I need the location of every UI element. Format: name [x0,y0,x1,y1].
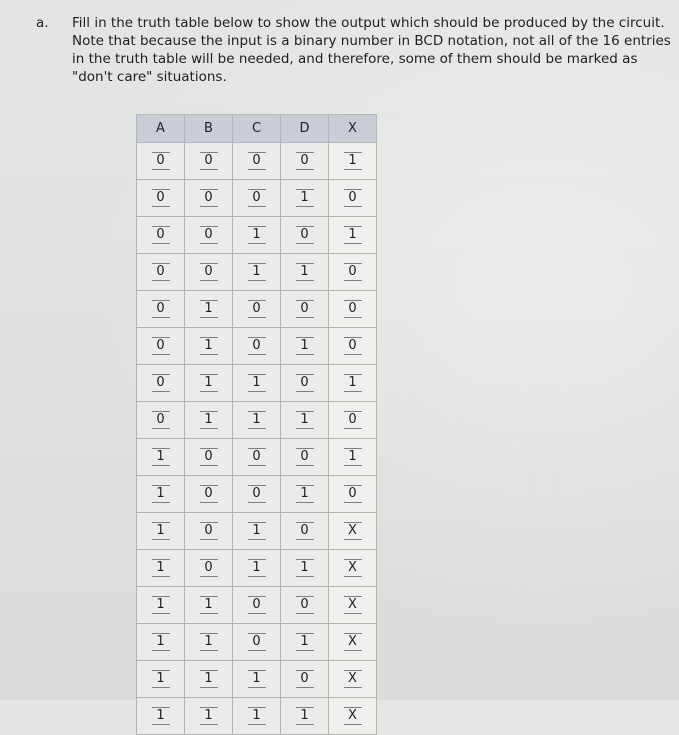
table-cell-c[interactable] [233,587,281,624]
table-cell-x[interactable] [329,328,377,365]
table-cell-d[interactable] [281,291,329,328]
table-cell-d[interactable] [281,143,329,180]
cell-value: 1 [200,633,218,651]
table-row [137,217,377,254]
cell-value: 1 [296,707,314,725]
table-cell-d[interactable] [281,180,329,217]
table-cell-a[interactable] [137,439,185,476]
table-cell-b[interactable] [185,254,233,291]
cell-value: 0 [152,152,170,170]
table-cell-x[interactable] [329,217,377,254]
cell-value: 1 [152,596,170,614]
cell-value: 0 [248,152,266,170]
cell-value: 1 [344,448,362,466]
cell-value: X [344,559,362,577]
table-row [137,365,377,402]
table-cell-b[interactable] [185,365,233,402]
table-row [137,476,377,513]
table-cell-a[interactable] [137,476,185,513]
table-cell-c[interactable] [233,291,281,328]
table-cell-b[interactable] [185,291,233,328]
table-row [137,143,377,180]
table-cell-x[interactable] [329,550,377,587]
table-cell-c[interactable] [233,143,281,180]
table-cell-a[interactable] [137,402,185,439]
cell-value: 0 [200,263,218,281]
table-cell-b[interactable] [185,180,233,217]
cell-value: 0 [248,189,266,207]
cell-value: 0 [200,152,218,170]
table-cell-c[interactable] [233,624,281,661]
table-cell-b[interactable] [185,328,233,365]
cell-value: 1 [248,707,266,725]
table-cell-x[interactable] [329,365,377,402]
table-cell-b[interactable] [185,513,233,550]
table-cell-c[interactable] [233,365,281,402]
cell-value: X [344,633,362,651]
table-cell-x[interactable] [329,624,377,661]
table-cell-x[interactable] [329,587,377,624]
question-line: Note that because the input is a binary number in BCD notation, not all of the 16 entries [72,33,671,49]
table-cell-b[interactable] [185,661,233,698]
cell-value: 1 [200,411,218,429]
cell-value: 0 [152,189,170,207]
cell-value: 0 [200,559,218,577]
table-cell-d[interactable] [281,476,329,513]
table-cell-a[interactable] [137,513,185,550]
table-cell-c[interactable] [233,698,281,735]
table-cell-x[interactable] [329,698,377,735]
table-cell-a[interactable] [137,587,185,624]
table-cell-d[interactable] [281,624,329,661]
table-cell-x[interactable] [329,254,377,291]
table-cell-b[interactable] [185,439,233,476]
cell-value: 1 [200,374,218,392]
table-cell-b[interactable] [185,402,233,439]
cell-value: 0 [296,152,314,170]
cell-value: 0 [200,189,218,207]
cell-value: 0 [296,300,314,318]
truth-table [136,114,377,735]
table-cell-a[interactable] [137,180,185,217]
cell-value: X [344,522,362,540]
column-header-a: A [137,115,185,143]
table-cell-c[interactable] [233,328,281,365]
table-row [137,254,377,291]
question-line: "don't care" situations. [72,69,227,85]
table-cell-c[interactable] [233,180,281,217]
table-cell-d[interactable] [281,698,329,735]
table-cell-b[interactable] [185,550,233,587]
table-cell-b[interactable] [185,624,233,661]
cell-value: 0 [344,189,362,207]
table-cell-a[interactable] [137,217,185,254]
cell-value: 1 [200,670,218,688]
cell-value: 1 [200,707,218,725]
cell-value: 0 [248,300,266,318]
table-row [137,439,377,476]
cell-value: 0 [200,485,218,503]
table-cell-d[interactable] [281,439,329,476]
table-cell-a[interactable] [137,328,185,365]
cell-value: X [344,670,362,688]
question-marker: a. [36,15,49,31]
cell-value: 1 [200,337,218,355]
table-row [137,180,377,217]
table-row [137,291,377,328]
cell-value: 0 [296,374,314,392]
table-cell-x[interactable] [329,402,377,439]
table-cell-b[interactable] [185,587,233,624]
table-cell-c[interactable] [233,217,281,254]
cell-value: 1 [344,152,362,170]
table-cell-c[interactable] [233,476,281,513]
table-cell-b[interactable] [185,217,233,254]
cell-value: 1 [248,522,266,540]
cell-value: 0 [344,411,362,429]
cell-value: 0 [344,337,362,355]
table-cell-d[interactable] [281,550,329,587]
cell-value: 1 [248,670,266,688]
cell-value: 1 [296,337,314,355]
column-header-b: B [185,115,233,143]
cell-value: 1 [152,522,170,540]
table-cell-d[interactable] [281,217,329,254]
cell-value: 0 [296,596,314,614]
table-cell-d[interactable] [281,402,329,439]
cell-value: 0 [248,485,266,503]
table-cell-d[interactable] [281,587,329,624]
table-cell-a[interactable] [137,143,185,180]
table-cell-x[interactable] [329,180,377,217]
table-header-row [137,115,377,143]
cell-value: 1 [344,226,362,244]
table-row [137,661,377,698]
cell-value: 0 [200,226,218,244]
column-header-x: X [329,115,377,143]
cell-value: 1 [152,448,170,466]
cell-value: 0 [248,596,266,614]
cell-value: 0 [152,226,170,244]
cell-value: 0 [248,337,266,355]
cell-value: 1 [248,411,266,429]
cell-value: 0 [152,337,170,355]
table-cell-b[interactable] [185,143,233,180]
table-cell-x[interactable] [329,661,377,698]
question-line: Fill in the truth table below to show the output which should be produced by the circuit. [72,15,665,31]
cell-value: 0 [200,522,218,540]
table-cell-c[interactable] [233,254,281,291]
cell-value: 1 [296,411,314,429]
table-cell-a[interactable] [137,254,185,291]
cell-value: 0 [152,300,170,318]
table-cell-a[interactable] [137,698,185,735]
table-cell-c[interactable] [233,439,281,476]
cell-value: 0 [248,633,266,651]
table-cell-c[interactable] [233,513,281,550]
cell-value: 0 [296,670,314,688]
table-cell-d[interactable] [281,254,329,291]
table-row [137,550,377,587]
table-cell-x[interactable] [329,439,377,476]
cell-value: 0 [344,485,362,503]
cell-value: 1 [296,633,314,651]
table-cell-x[interactable] [329,513,377,550]
table-cell-d[interactable] [281,365,329,402]
cell-value: 1 [296,485,314,503]
table-row [137,624,377,661]
cell-value: 0 [296,226,314,244]
cell-value: 1 [152,707,170,725]
cell-value: 0 [152,263,170,281]
table-cell-x[interactable] [329,143,377,180]
cell-value: 1 [248,559,266,577]
truth-table-body [137,143,377,735]
table-cell-a[interactable] [137,661,185,698]
cell-value: 0 [344,263,362,281]
table-cell-c[interactable] [233,402,281,439]
cell-value: 1 [248,226,266,244]
cell-value: 0 [248,448,266,466]
cell-value: 0 [344,300,362,318]
cell-value: 1 [152,485,170,503]
table-cell-d[interactable] [281,513,329,550]
cell-value: 0 [296,448,314,466]
table-cell-a[interactable] [137,291,185,328]
cell-value: X [344,596,362,614]
table-cell-c[interactable] [233,661,281,698]
cell-value: 1 [200,596,218,614]
table-row [137,587,377,624]
table-cell-a[interactable] [137,550,185,587]
cell-value: 1 [200,300,218,318]
table-cell-x[interactable] [329,476,377,513]
cell-value: 0 [152,374,170,392]
question-text [36,14,671,86]
table-cell-b[interactable] [185,476,233,513]
table-row [137,513,377,550]
cell-value: 1 [152,670,170,688]
table-cell-a[interactable] [137,624,185,661]
cell-value: 0 [296,522,314,540]
cell-value: 1 [248,374,266,392]
table-cell-x[interactable] [329,291,377,328]
cell-value: 1 [344,374,362,392]
table-cell-b[interactable] [185,698,233,735]
table-cell-a[interactable] [137,365,185,402]
table-cell-d[interactable] [281,661,329,698]
cell-value: 1 [296,263,314,281]
cell-value: 1 [296,189,314,207]
cell-value: 1 [248,263,266,281]
column-header-d: D [281,115,329,143]
cell-value: 1 [152,633,170,651]
table-row [137,402,377,439]
table-cell-d[interactable] [281,328,329,365]
cell-value: 0 [152,411,170,429]
column-header-c: C [233,115,281,143]
cell-value: 0 [200,448,218,466]
table-row [137,328,377,365]
cell-value: X [344,707,362,725]
table-cell-c[interactable] [233,550,281,587]
truth-table-container [136,114,377,735]
table-row [137,698,377,735]
question-line: in the truth table will be needed, and therefore, some of them should be marked as [72,51,638,67]
cell-value: 1 [152,559,170,577]
cell-value: 1 [296,559,314,577]
